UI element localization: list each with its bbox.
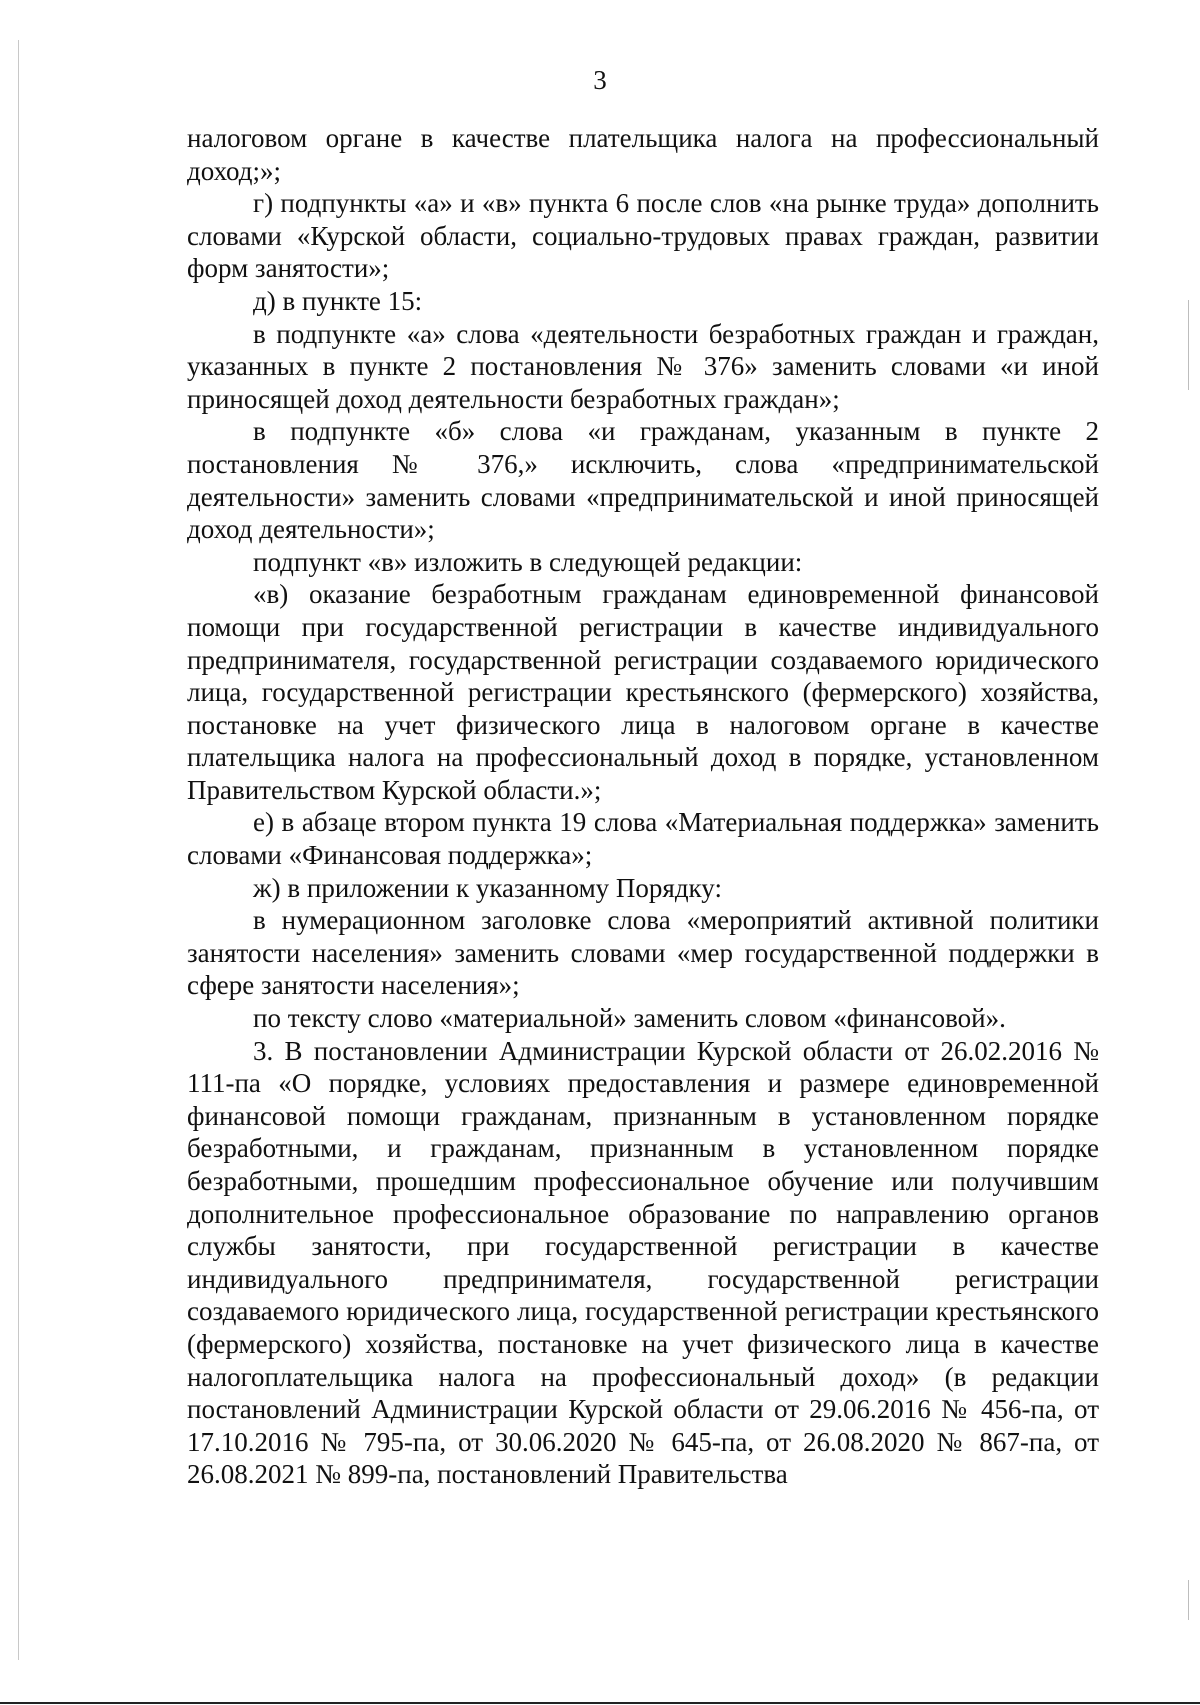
paragraph-text-change: по тексту слово «материальной» заменить словом «финансовой». (253, 1003, 1006, 1034)
paragraph-subitem-v-intro: подпункт «в» изложить в следующей редакции: (253, 546, 803, 577)
paragraph-subitem-a: в подпункте «а» слова «деятельности безработных граждан и граждан, указанных в пункте 2 постановления № 376» заменить словами «и иной приносящей доход деятельности безработных граждан»; (187, 318, 1099, 414)
paragraph-heading-change: в нумерационном заголовке слова «мероприятий активной политики занятости населения» заменить словами «мер государственной поддержки в сфере занятости населения»; (187, 905, 1099, 1001)
scan-edge-right (1188, 300, 1189, 390)
scan-edge-left (18, 40, 19, 1660)
page-number: 3 (593, 65, 607, 95)
document-body (187, 122, 1099, 1491)
paragraph-item-e: е) в абзаце втором пункта 19 слова «Материальная поддержка» заменить словами «Финансовая поддержка»; (187, 807, 1099, 871)
scan-edge-right-lower (1188, 1580, 1189, 1620)
paragraph-item-d: д) в пункте 15: (253, 285, 423, 316)
paragraph-subitem-b: в подпункте «б» слова «и гражданам, указанным в пункте 2 постановления № 376,» исключить, слова «предпринимательской деятельности» заменить словами «предпринимательской и иной приносящей доход деятельности»; (187, 416, 1099, 545)
paragraph-item-g: г) подпункты «а» и «в» пункта 6 после слов «на рынке труда» дополнить словами «Курской области, социально-трудовых правах граждан, развитии форм занятости»; (187, 188, 1099, 284)
paragraph-section-3: 3. В постановлении Администрации Курской области от 26.02.2016 № 111-па «О порядке, условиях предоставления и размере единовременной финансовой помощи гражданам, признанным в установленном порядке безработными, и гражданам, признанным в установленном порядке безработными, прошедшим профессиональное обучение или получившим дополнительное профессиональное образование по направлению органов службы занятости, при государственной регистрации в качестве индивидуального предпринимателя, государственной регистрации создаваемого юридического лица, государственной регистрации крестьянского (фермерского) хозяйства, постановке на учет физического лица в качестве налогоплательщика налога на профессиональный доход» (в редакции постановлений Администрации Курской области от 29.06.2016 № 456-па, от 17.10.2016 № 795-па, от 30.06.2020 № 645-па, от 26.08.2020 № 867-па, от 26.08.2021 № 899-па, постановлений Правительства (187, 1035, 1099, 1490)
paragraph-continuation: налоговом органе в качестве плательщика налога на профессиональный доход;»; (187, 123, 1099, 186)
scan-bottom-edge (0, 1702, 1200, 1704)
paragraph-item-zh: ж) в приложении к указанному Порядку: (253, 872, 722, 903)
paragraph-subitem-v-text: «в) оказание безработным гражданам единовременной финансовой помощи при государственной регистрации в качестве индивидуального предпринимателя, государственной регистрации создаваемого юридического лица, государственной регистрации крестьянского (фермерского) хозяйства, постановке на учет физического лица в налоговом органе в качестве плательщика налога на профессиональный доход в порядке, установленном Правительством Курской области.»; (187, 579, 1099, 805)
